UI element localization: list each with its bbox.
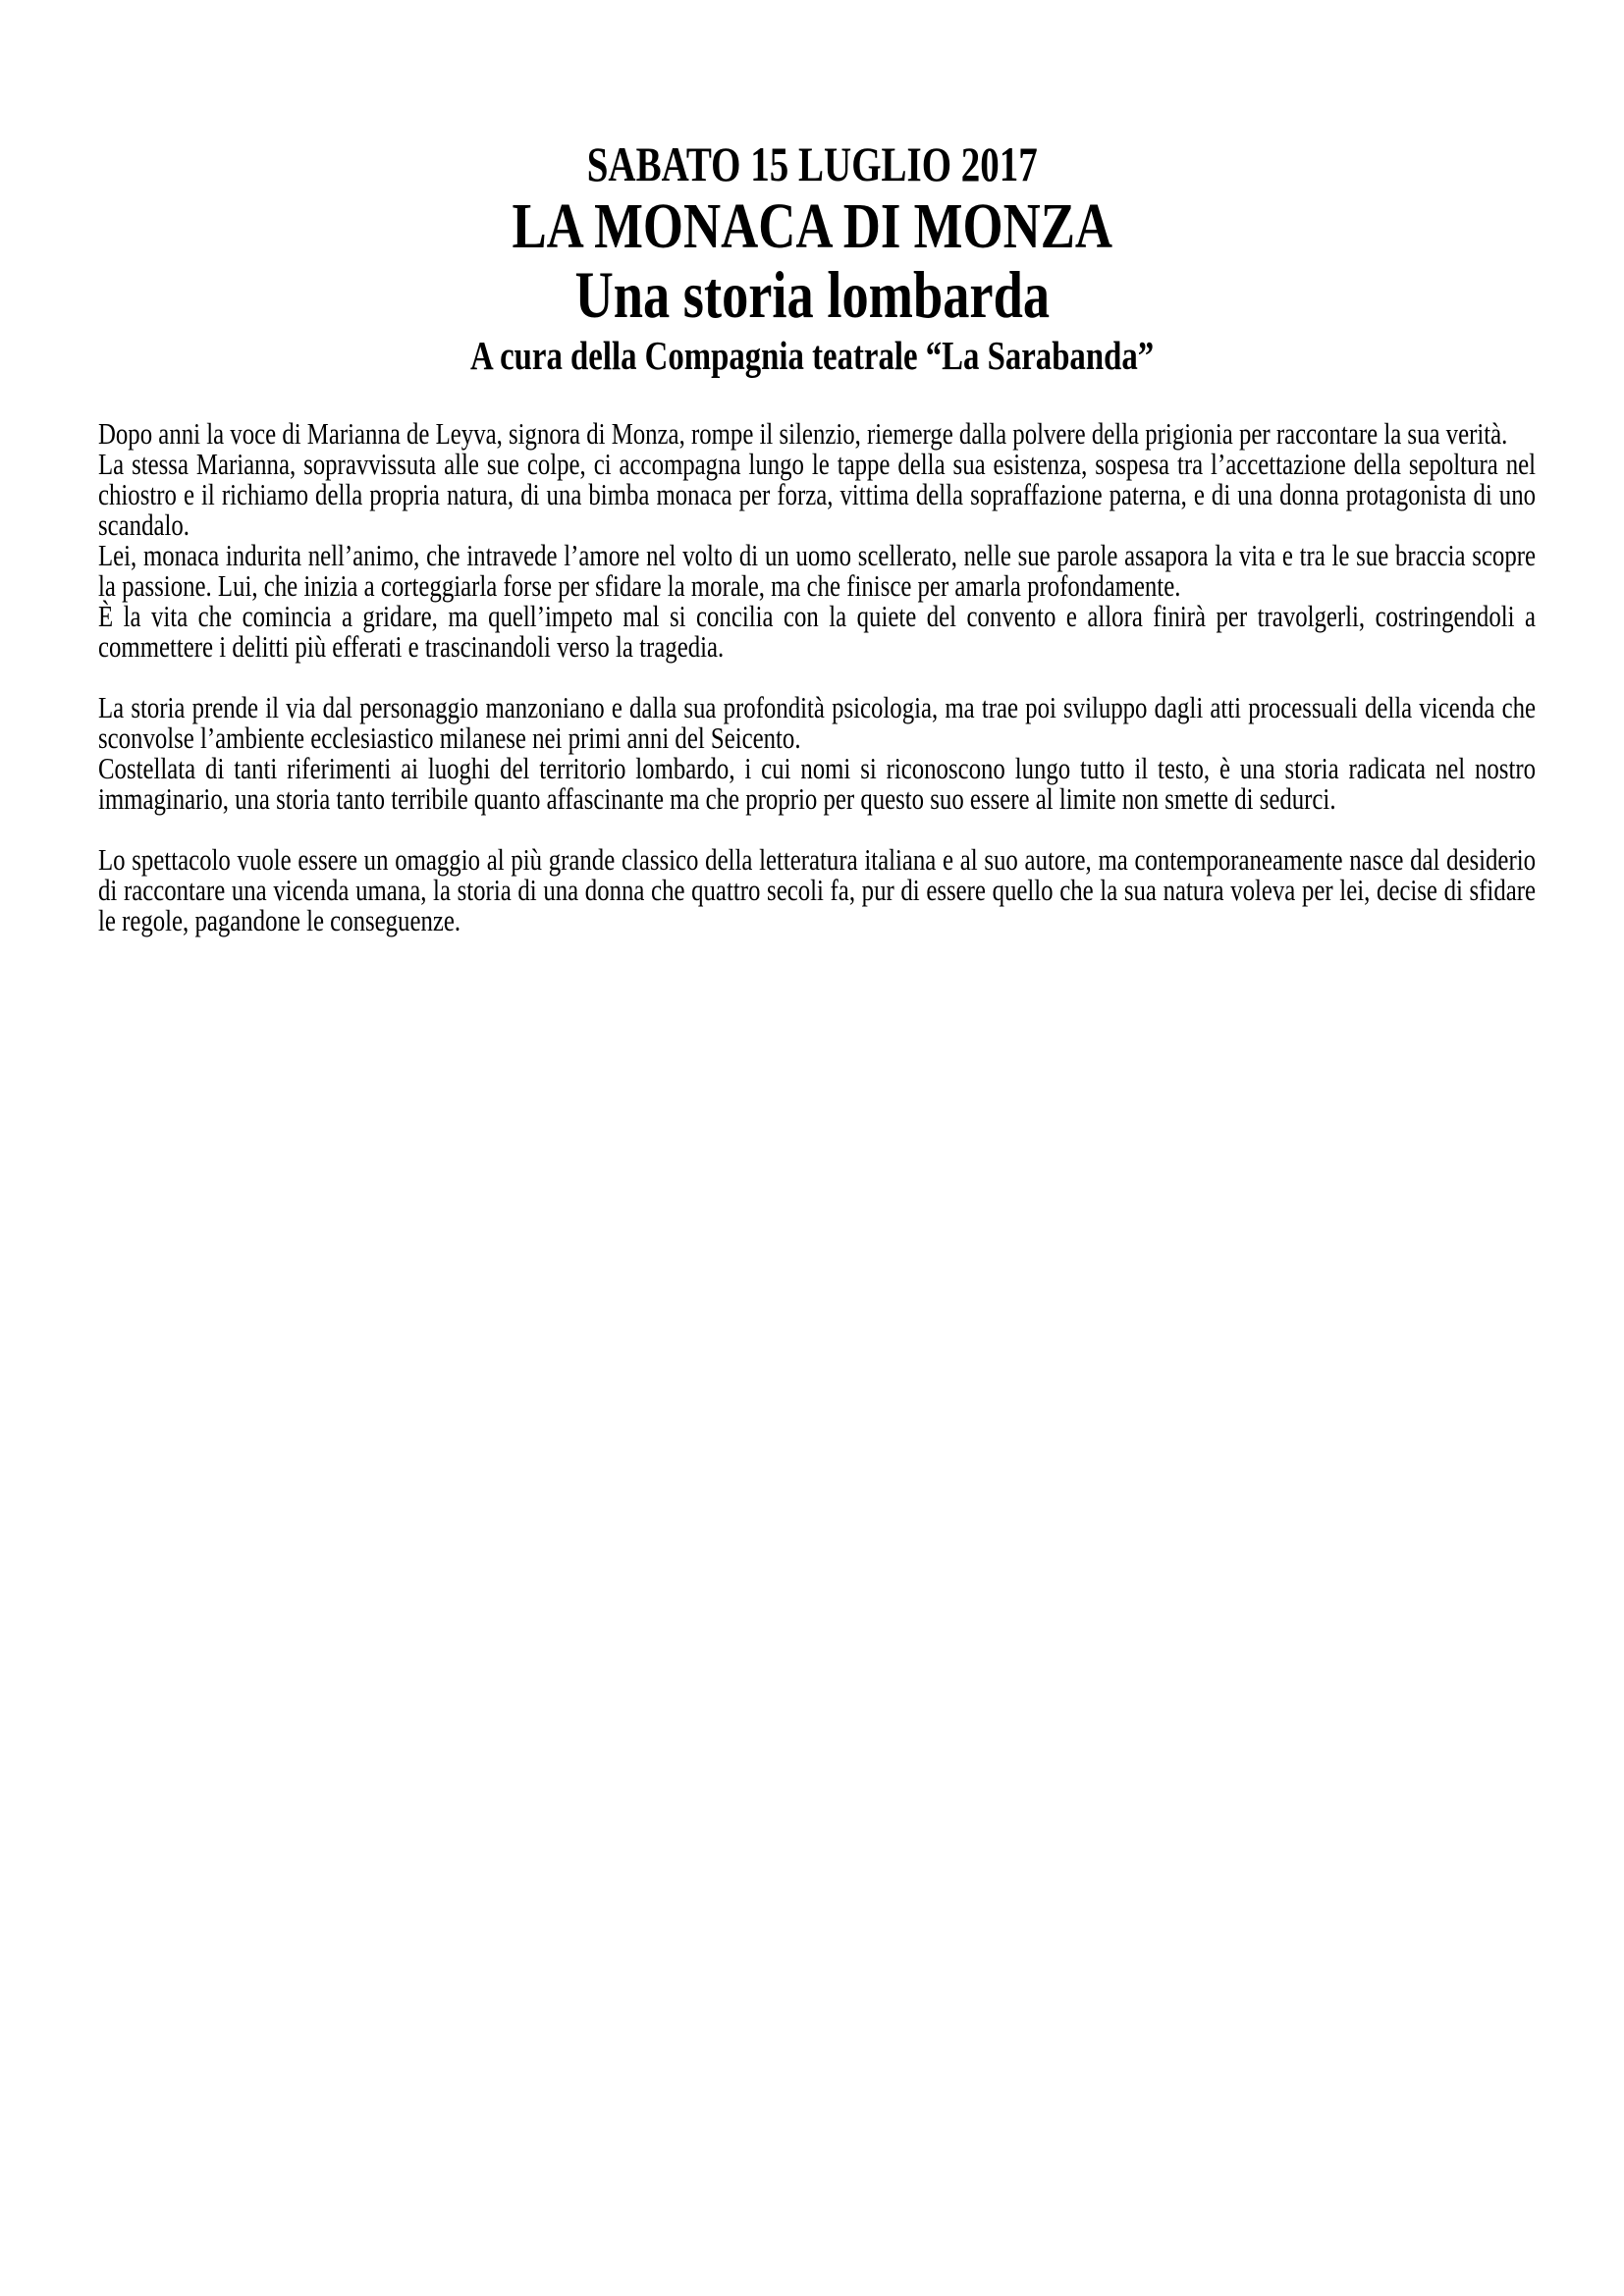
paragraph: Dopo anni la voce di Marianna de Leyva, signora di Monza, rompe il silenzio, riemerge dalla polvere della prigionia per raccontare la sua verità. bbox=[98, 416, 1508, 451]
event-date-heading bbox=[0, 136, 1624, 191]
paragraph-spacer bbox=[98, 662, 1536, 692]
company-credit-heading bbox=[0, 333, 1624, 378]
show-title-text: LA MONACA DI MONZA bbox=[512, 190, 1112, 262]
paragraph-spacer bbox=[98, 814, 1536, 844]
paragraph: La storia prende il via dal personaggio manzoniano e dalla sua profondità psicologia, ma trae poi sviluppo dagli atti processuali della vicenda che sconvolse l’ambiente ecclesiastico milanese nei primi anni del Seicento. bbox=[98, 690, 1536, 755]
section-synopsis bbox=[98, 418, 1536, 662]
paragraph: Lo spettacolo vuole essere un omaggio al più grande classico della letteratura italiana e al suo autore, ma contemporaneamente nasce dal desiderio di raccontare una vicenda umana, la storia di una donna che quattro secoli fa, pur di essere quello che la sua natura voleva per lei, decise di sfidare le regole, pagandone le conseguenze. bbox=[98, 842, 1536, 937]
section-intent bbox=[98, 844, 1536, 935]
document-body bbox=[98, 418, 1536, 935]
show-subtitle-text: Una storia lombarda bbox=[574, 257, 1050, 332]
show-subtitle-heading bbox=[0, 257, 1624, 332]
paragraph: Costellata di tanti riferimenti ai luoghi del territorio lombardo, i cui nomi si riconoscono lungo tutto il testo, è una storia radicata nel nostro immaginario, una storia tanto terribile quanto affascinante ma che proprio per questo suo essere al limite non smette di sedurci. bbox=[98, 751, 1536, 816]
paragraph: È la vita che comincia a gridare, ma quell’impeto mal si concilia con la quiete del convento e allora finirà per travolgerli, costringendoli a commettere i delitti più efferati e trascinandoli verso la tragedia. bbox=[98, 599, 1536, 664]
event-date-text: SABATO 15 LUGLIO 2017 bbox=[586, 136, 1038, 191]
show-title-heading bbox=[0, 190, 1624, 262]
paragraph: Lei, monaca indurita nell’animo, che intravede l’amore nel volto di un uomo scellerato, nelle sue parole assapora la vita e tra le sue braccia scopre la passione. Lui, che inizia a corteggiarla forse per sfidare la morale, ma che finisce per amarla profondamente. bbox=[98, 538, 1536, 603]
company-credit-text: A cura della Compagnia teatrale “La Sarabanda” bbox=[469, 333, 1155, 378]
section-background bbox=[98, 692, 1536, 814]
paragraph: La stessa Marianna, sopravvissuta alle sue colpe, ci accompagna lungo le tappe della sua esistenza, sospesa tra l’accettazione della sepoltura nel chiostro e il richiamo della propria natura, di una bimba monaca per forza, vittima della sopraffazione paterna, e di una donna protagonista di uno scandalo. bbox=[98, 447, 1536, 542]
